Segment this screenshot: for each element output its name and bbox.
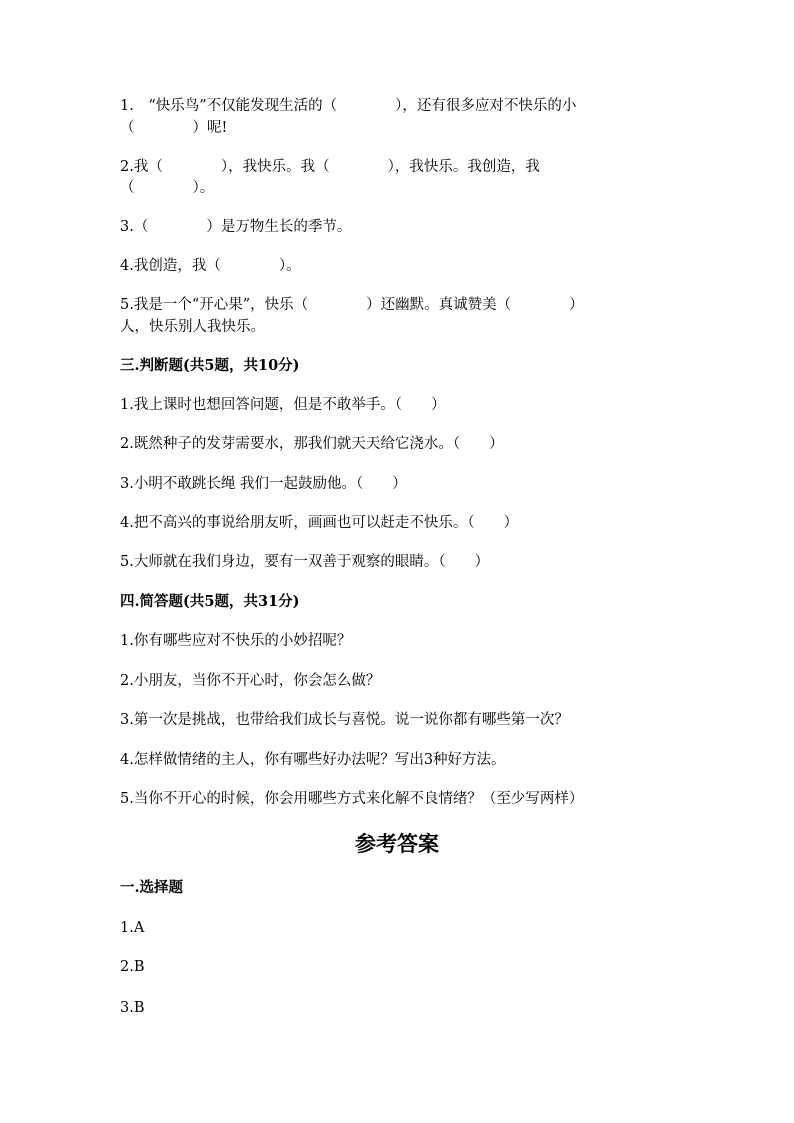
judge-item-2: 2.既然种子的发芽需要水，那我们就天天给它浇水。（ ） <box>120 436 504 452</box>
short-answer-4: 4.怎样做情绪的主人，你有哪些好办法呢？写出3种好方法。 <box>120 752 506 768</box>
fill-blank-1-line-1: 1. “快乐鸟”不仅能发现生活的（ ），还有很多应对不快乐的小 <box>120 98 577 114</box>
answer-3: 3.B <box>120 1000 145 1016</box>
judge-item-5: 5.大师就在我们身边，要有一双善于观察的眼睛。（ ） <box>120 554 490 570</box>
judge-item-1: 1.我上课时也想回答问题，但是不敢举手。（ ） <box>120 397 446 413</box>
fill-blank-4: 4.我创造，我（ ）。 <box>120 258 301 274</box>
short-answer-2: 2.小朋友，当你不开心时，你会怎么做？ <box>120 673 381 689</box>
answer-key-title: 参考答案 <box>355 831 439 856</box>
fill-blank-1-line-2: （ ）呢! <box>120 120 228 136</box>
fill-blank-5-line-2: 人，快乐别人我快乐。 <box>120 319 265 335</box>
fill-blank-2-line-1: 2.我（ ），我快乐。我（ ），我快乐。我创造，我 <box>120 159 540 175</box>
short-answer-3: 3.第一次是挑战，也带给我们成长与喜悦。说一说你都有哪些第一次？ <box>120 712 569 728</box>
short-answer-1: 1.你有哪些应对不快乐的小妙招呢？ <box>120 633 352 649</box>
fill-blank-3: 3.（ ）是万物生长的季节。 <box>120 219 352 235</box>
answer-section-1-heading: 一.选择题 <box>120 879 184 896</box>
answer-1: 1.A <box>120 920 145 936</box>
section-4-heading: 四.简答题(共5题，共31分) <box>120 593 300 610</box>
judge-item-3: 3.小明不敢跳长绳 我们一起鼓励他。（ ） <box>120 476 407 492</box>
fill-blank-2-line-2: （ ）。 <box>120 180 215 196</box>
short-answer-5: 5.当你不开心的时候，你会用哪些方式来化解不良情绪？（至少写两样） <box>120 791 584 807</box>
section-3-heading: 三.判断题(共5题，共10分) <box>120 357 300 374</box>
fill-blank-5-line-1: 5.我是一个“开心果”，快乐（ ）还幽默。真诚赞美（ ） <box>120 297 584 313</box>
judge-item-4: 4.把不高兴的事说给朋友听，画画也可以赶走不快乐。（ ） <box>120 515 519 531</box>
answer-2: 2.B <box>120 959 145 975</box>
